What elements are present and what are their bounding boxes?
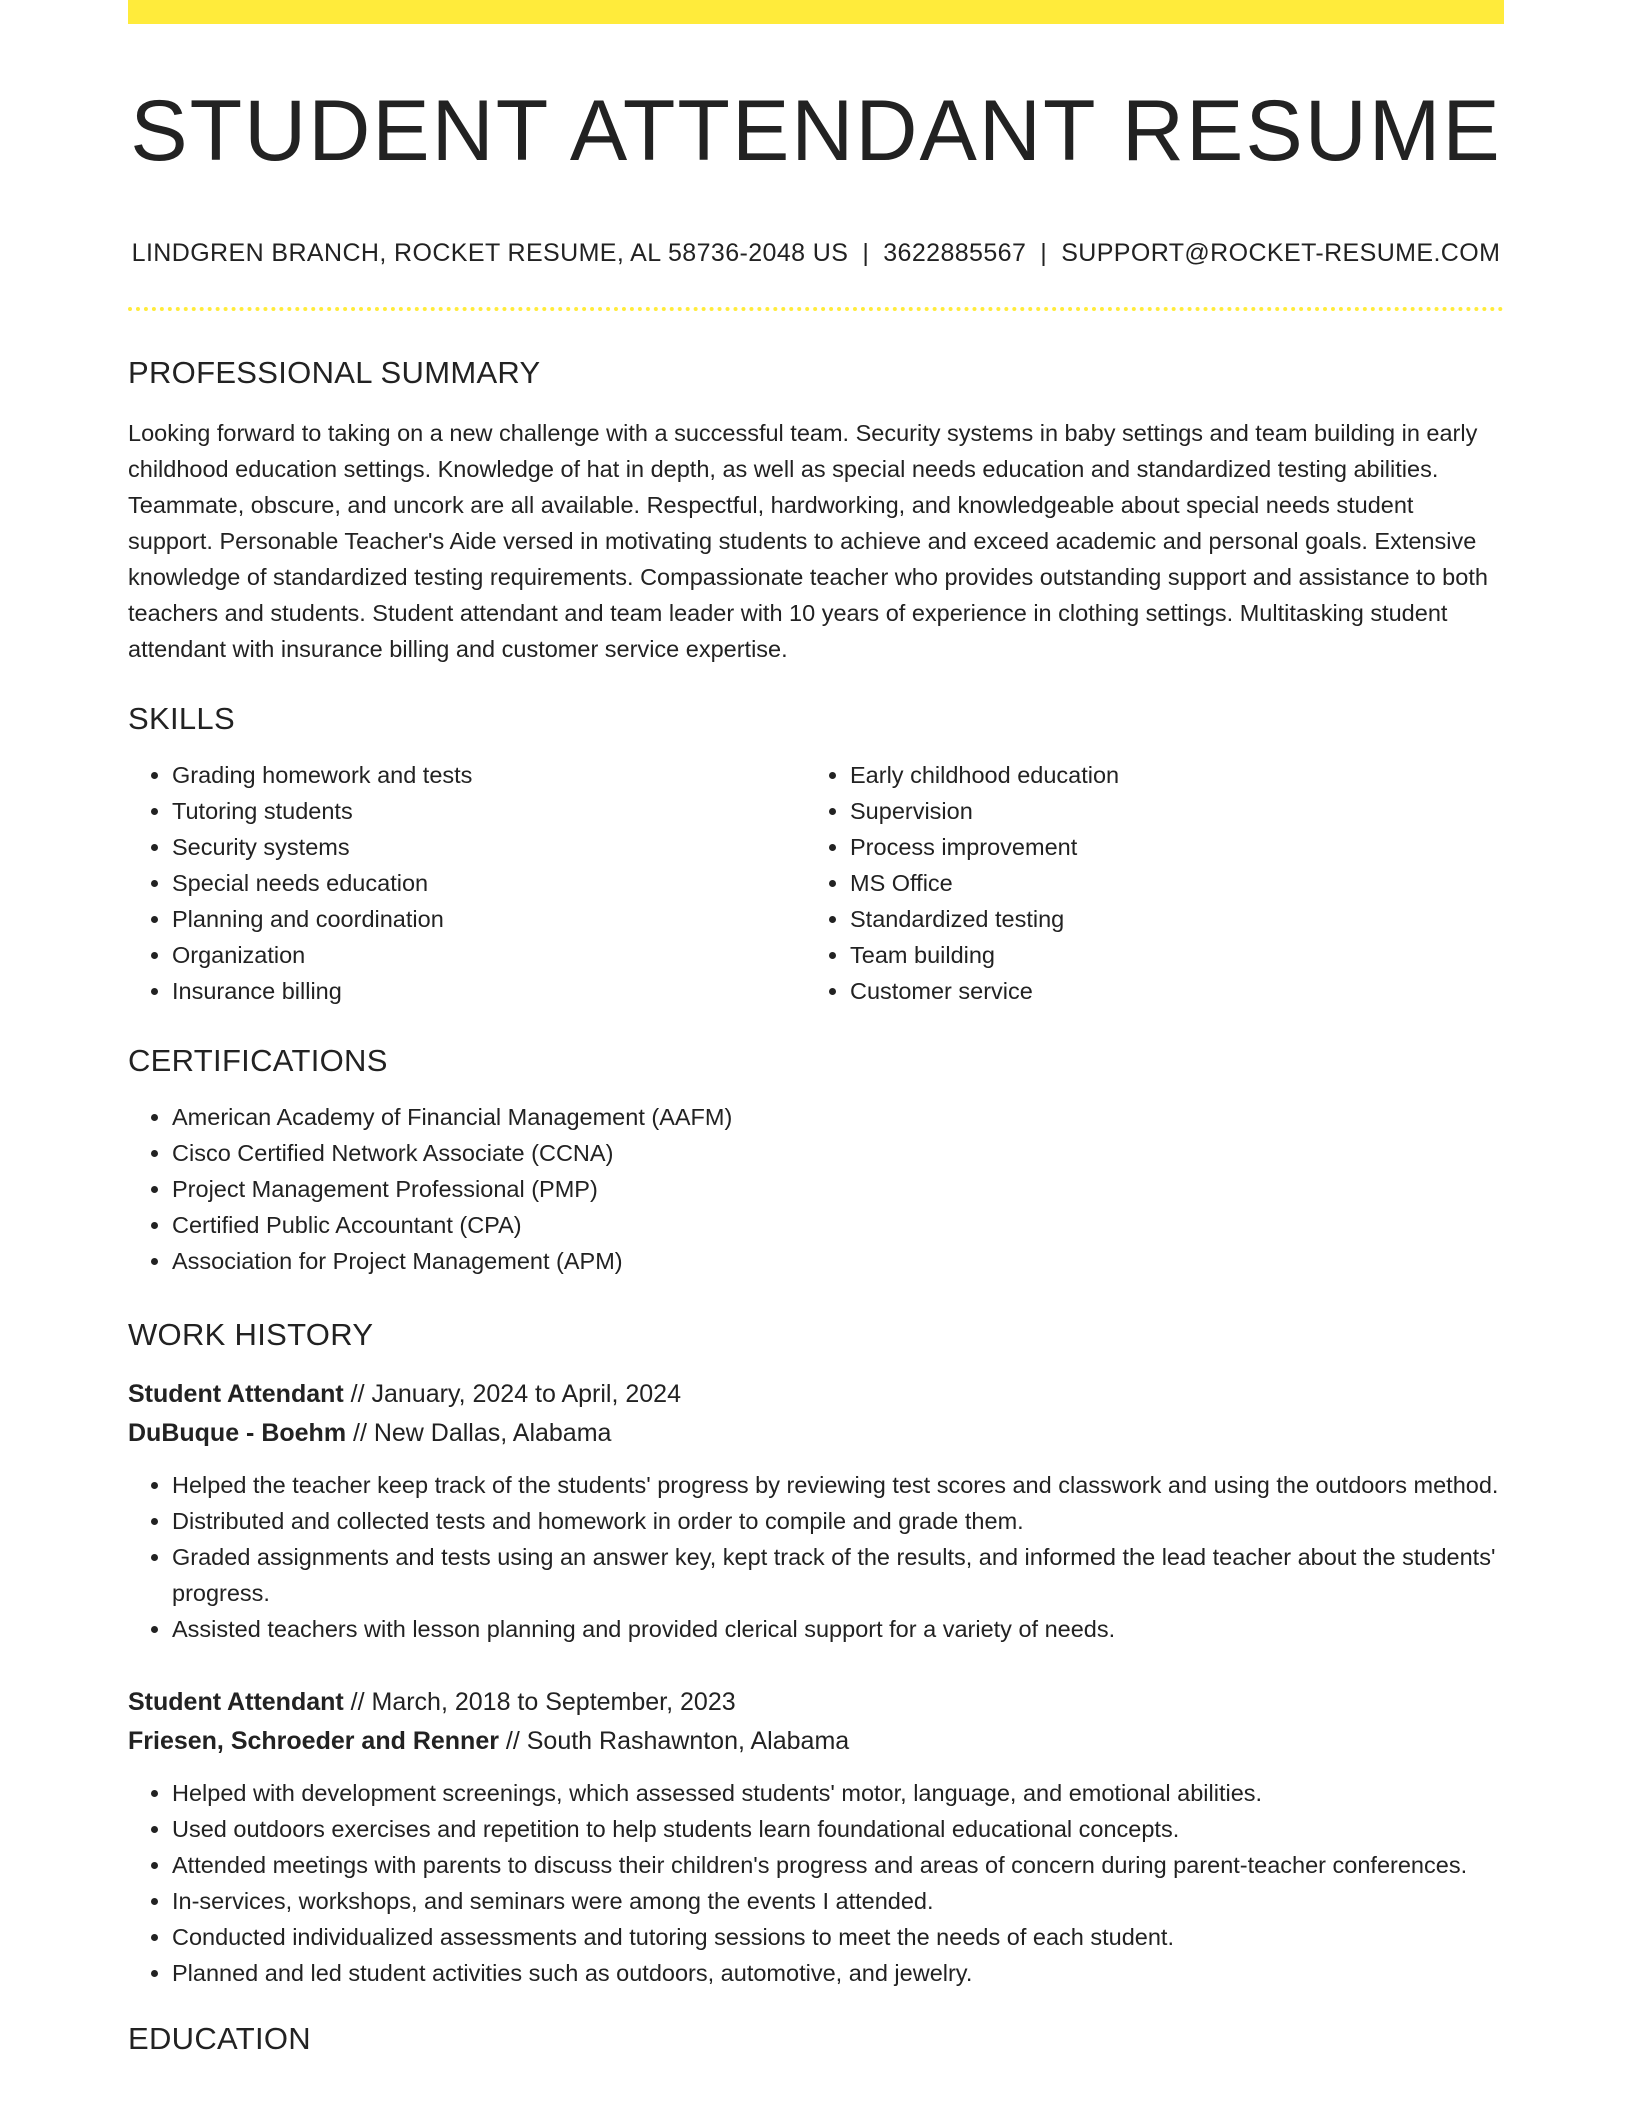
job-company: Friesen, Schroeder and Renner (128, 1726, 499, 1755)
education-section (128, 2021, 1504, 2057)
work-history-heading: WORK HISTORY (128, 1316, 374, 1352)
job-entry (128, 1375, 1504, 1647)
page-title: STUDENT ATTENDANT RESUME (130, 83, 1502, 179)
skills-heading: SKILLS (128, 700, 235, 736)
job-duty: • Conducted individualized assessments and tutoring sessions to meet the needs of each student. (172, 1919, 1504, 1955)
skill-item: • Team building (850, 937, 1484, 973)
job-duty: • Attended meetings with parents to discuss their children's progress and areas of concern during parent-teacher conferences. (172, 1847, 1504, 1883)
skill-item: • Process improvement (850, 829, 1484, 865)
job-title-line (128, 1375, 1504, 1414)
job-duty: • Helped with development screenings, which assessed students' motor, language, and emotional abilities. (172, 1775, 1504, 1811)
job-duty: • Planned and led student activities such as outdoors, automotive, and jewelry. (172, 1955, 1504, 1991)
certifications-list (128, 1099, 1504, 1279)
job-duty: • Distributed and collected tests and homework in order to compile and grade them. (172, 1503, 1504, 1539)
summary-text: Looking forward to taking on a new challenge with a successful team. Security systems in baby settings and team building in early childhood education settings. Knowledge of hat in depth, as well as special needs education and standardized testing abilities. Teammate, obscure, and uncork are all available. Respectful, hardworking, and knowledgeable about special needs student support. Personable Teacher's Aide versed in motivating students to achieve and exceed academic and personal goals. Extensive knowledge of standardized testing requirements. Compassionate teacher who provides outstanding support and assistance to both teachers and students. Student attendant and team leader with 10 years of experience in clothing settings. Multitasking student attendant with insurance billing and customer service expertise. (128, 419, 1488, 662)
skill-item: • Standardized testing (850, 901, 1484, 937)
certifications-heading: CERTIFICATIONS (128, 1042, 388, 1078)
job-company: DuBuque - Boehm (128, 1418, 347, 1447)
summary-section (128, 355, 1504, 667)
contact-address: LINDGREN BRANCH, ROCKET RESUME, AL 58736-2048 US (131, 238, 849, 267)
education-heading: EDUCATION (128, 2020, 311, 2056)
skill-item: • Planning and coordination (172, 901, 806, 937)
job-company-line (128, 1414, 1504, 1453)
job-dates: // March, 2018 to September, 2023 (343, 1687, 736, 1716)
contact-email: SUPPORT@ROCKET-RESUME.COM (1061, 238, 1501, 267)
job-title-line (128, 1683, 1504, 1722)
contact-line (128, 239, 1504, 268)
contact-phone: 3622885567 (883, 238, 1027, 267)
job-location: // South Rashawnton, Alabama (498, 1726, 850, 1755)
job-location: // New Dallas, Alabama (346, 1418, 612, 1447)
resume-page (128, 0, 1504, 2057)
certification-item: • American Academy of Financial Management (AAFM) (172, 1099, 1504, 1135)
skills-columns (128, 757, 1504, 1009)
certification-item: • Project Management Professional (PMP) (172, 1171, 1504, 1207)
skills-right-list (806, 757, 1484, 1009)
certification-item: • Certified Public Accountant (CPA) (172, 1207, 1504, 1243)
dotted-divider (128, 307, 1504, 311)
job-duty: • Graded assignments and tests using an answer key, kept track of the results, and informed the lead teacher about the students' progress. (172, 1539, 1504, 1611)
skill-item: • Security systems (172, 829, 806, 865)
job-duty: • Used outdoors exercises and repetition to help students learn foundational educational concepts. (172, 1811, 1504, 1847)
top-accent-bar (128, 0, 1504, 24)
skills-left-list (128, 757, 806, 1009)
contact-separator: | (1040, 238, 1048, 267)
job-title: Student Attendant (128, 1379, 344, 1408)
certification-item: • Association for Project Management (APM) (172, 1243, 1504, 1279)
skill-item: • Customer service (850, 973, 1484, 1009)
work-history-section (128, 1317, 1504, 1991)
skill-item: • Early childhood education (850, 757, 1484, 793)
job-company-line (128, 1722, 1504, 1761)
skill-item: • MS Office (850, 865, 1484, 901)
skill-item: • Supervision (850, 793, 1484, 829)
certification-item: • Cisco Certified Network Associate (CCNA) (172, 1135, 1504, 1171)
skill-item: • Tutoring students (172, 793, 806, 829)
job-entry (128, 1683, 1504, 1991)
job-duty: • Assisted teachers with lesson planning and provided clerical support for a variety of needs. (172, 1611, 1504, 1647)
contact-separator: | (862, 238, 870, 267)
skill-item: • Special needs education (172, 865, 806, 901)
skill-item: • Grading homework and tests (172, 757, 806, 793)
job-duties-list (128, 1775, 1504, 1991)
job-title: Student Attendant (128, 1687, 344, 1716)
summary-heading: PROFESSIONAL SUMMARY (128, 354, 541, 390)
skills-section (128, 701, 1504, 1009)
job-duty: • In-services, workshops, and seminars were among the events I attended. (172, 1883, 1504, 1919)
skill-item: • Organization (172, 937, 806, 973)
job-duties-list (128, 1467, 1504, 1647)
job-duty: • Helped the teacher keep track of the students' progress by reviewing test scores and classwork and using the outdoors method. (172, 1467, 1504, 1503)
job-dates: // January, 2024 to April, 2024 (343, 1379, 681, 1408)
skill-item: • Insurance billing (172, 973, 806, 1009)
certifications-section (128, 1043, 1504, 1279)
